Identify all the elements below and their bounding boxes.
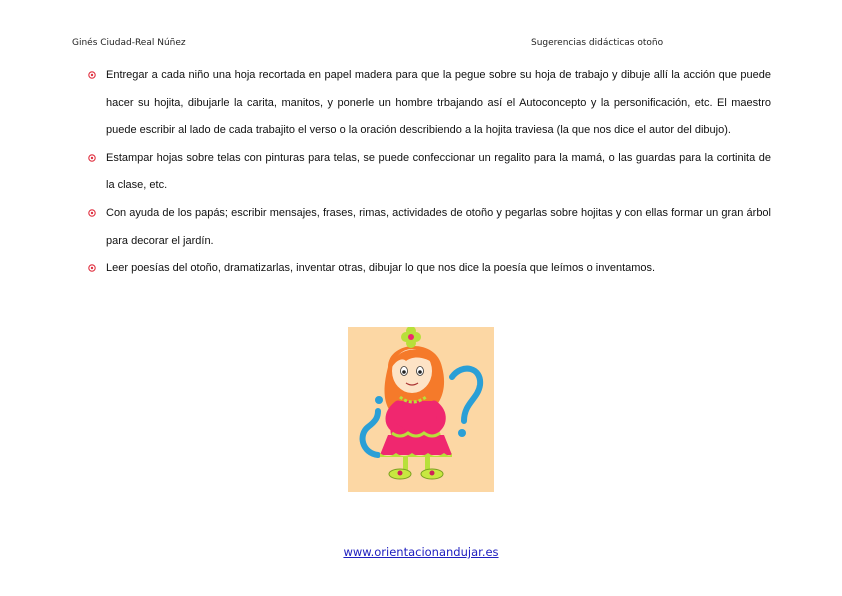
list-item-text: Leer poesías del otoño, dramatizarlas, inventar otras, dibujar lo que nos dice la poesía que leímos o inventamos. — [106, 262, 656, 275]
header-author: Ginés Ciudad-Real Núñez — [72, 38, 186, 48]
header-title: Sugerencias didácticas otoño — [531, 38, 664, 48]
spiral-bullet-icon — [88, 154, 96, 162]
list-item — [88, 200, 771, 255]
list-item — [88, 255, 771, 283]
footer-website-link[interactable]: www.orientacionandujar.es — [343, 545, 499, 559]
spiral-bullet-icon — [88, 71, 96, 79]
girl-question-marks-illustration — [348, 327, 494, 492]
list-item — [88, 62, 771, 145]
list-item-text: Estampar hojas sobre telas con pinturas para telas, se puede confeccionar un regalito para la mamá, o las guardas para la cortinita de la clase, etc. — [106, 151, 771, 192]
list-item-text: Con ayuda de los papás; escribir mensajes, frases, rimas, actividades de otoño y pegarlas sobre hojitas y con ellas formar un gran árbol para decorar el jardín. — [106, 206, 771, 247]
list-item — [88, 145, 771, 200]
spiral-bullet-icon — [88, 264, 96, 272]
list-item-text: Entregar a cada niño una hoja recortada en papel madera para que la pegue sobre su hoja de trabajo y dibuje allí la acción que puede hacer su hojita, dibujarle la carita, manitos, y ponerle un hombre trbajando así el Autoconcepto y la personificación, etc. El maestro puede escribir al lado de cada trabajito el verso o la oración describiendo a la hojita traviesa (la que nos dice el autor del dibujo). — [106, 69, 771, 137]
spiral-bullet-icon — [88, 209, 96, 217]
suggestions-list — [88, 62, 771, 283]
